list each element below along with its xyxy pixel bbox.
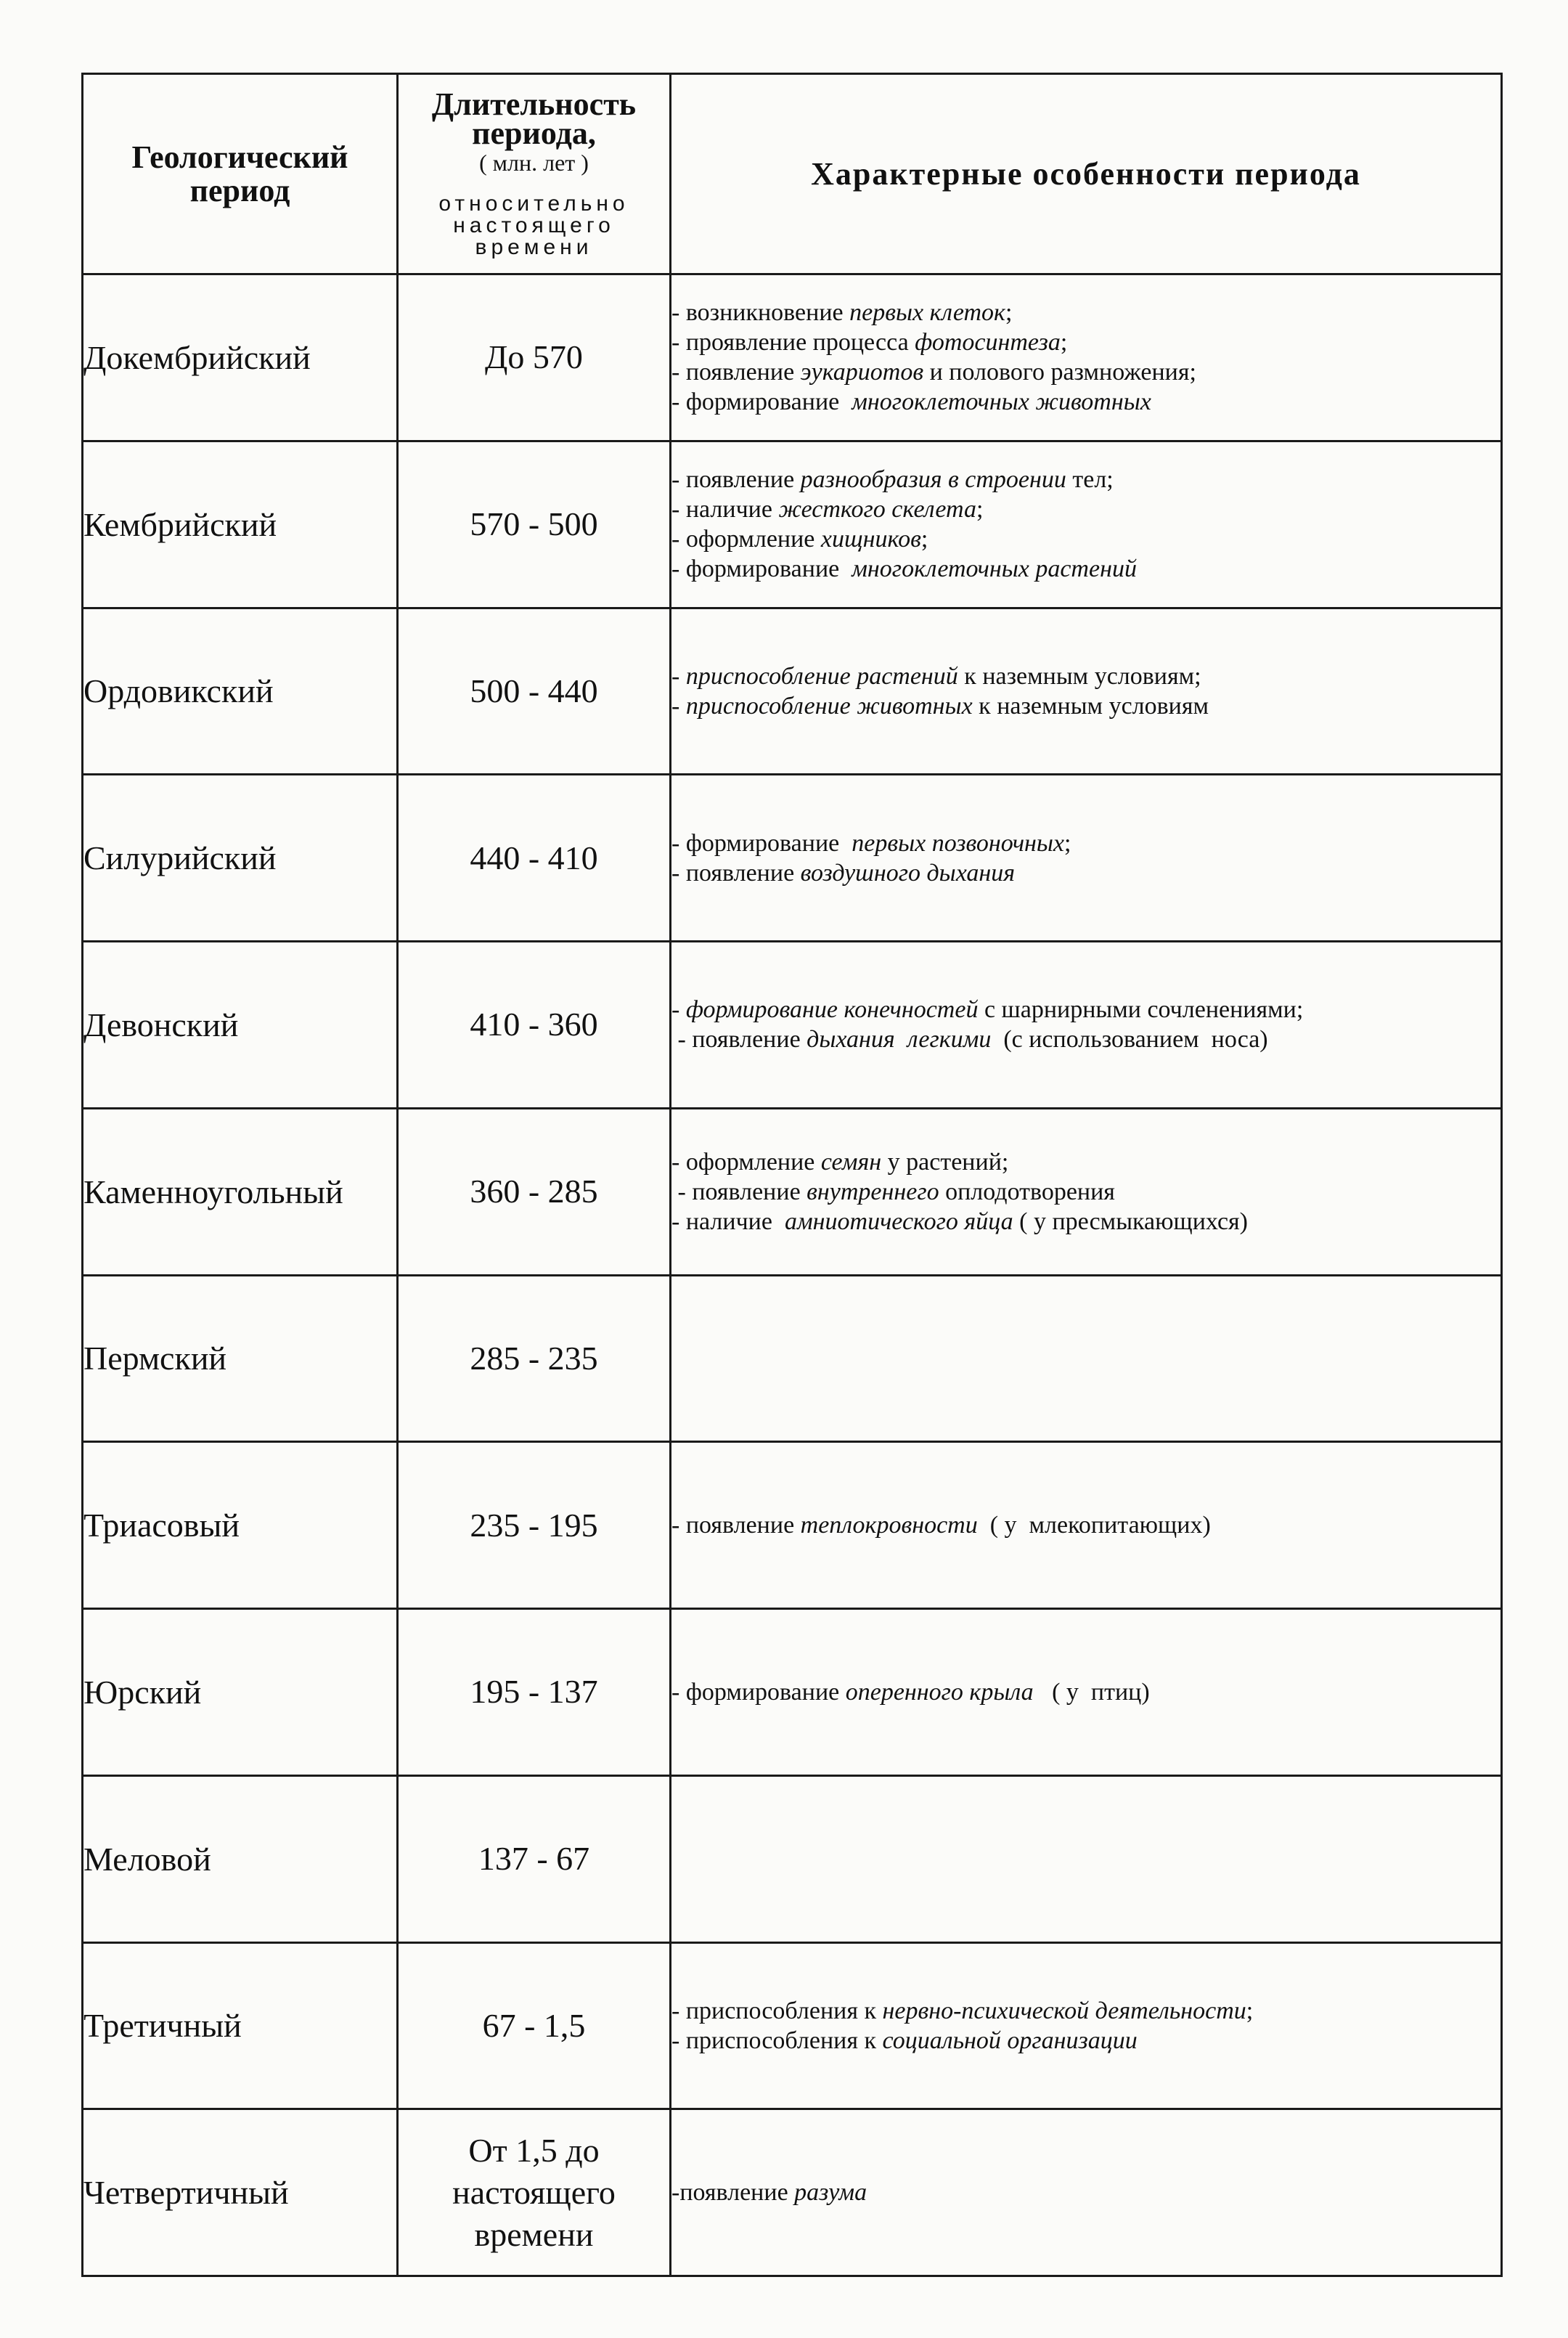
feature-term: разума [794, 2179, 867, 2207]
feature-line [671, 1996, 1500, 2026]
feature-term: фотосинтеза [915, 329, 1061, 357]
period-features [671, 775, 1502, 942]
feature-line [671, 554, 1500, 584]
feature-term: многоклеточных животных [852, 388, 1151, 416]
feature-line [671, 1147, 1500, 1177]
feature-text: ; [920, 526, 928, 553]
period-name: Меловой [83, 1775, 398, 1942]
feature-line [671, 387, 1500, 417]
period-duration: 285 - 235 [398, 1275, 671, 1442]
period-duration: 440 - 410 [398, 775, 671, 942]
period-features [671, 1942, 1502, 2109]
period-features [671, 942, 1502, 1109]
feature-term: амниотического яйца [784, 1207, 1013, 1235]
period-duration: 500 - 440 [398, 608, 671, 775]
feature-line [671, 691, 1500, 721]
period-features [671, 1275, 1502, 1442]
feature-line [671, 1677, 1500, 1707]
period-features [671, 1775, 1502, 1942]
feature-term: разнообразия в строении [800, 466, 1066, 494]
table-row [83, 1108, 1502, 1275]
feature-text: ( у птиц) [1033, 1678, 1150, 1706]
feature-text: ( у млекопитающих) [977, 1512, 1211, 1539]
feature-text: ; [1064, 829, 1071, 857]
feature-text: - наличие [671, 1207, 785, 1235]
feature-term: внутреннего [807, 1178, 939, 1205]
table-row [83, 1942, 1502, 2109]
feature-line [671, 465, 1500, 494]
period-name: Девонский [83, 942, 398, 1109]
feature-line [671, 828, 1500, 858]
feature-text: и полового размножения; [923, 359, 1196, 386]
period-duration: До 570 [398, 274, 671, 441]
table-row [83, 441, 1502, 608]
feature-text: - оформление [671, 526, 821, 553]
feature-term: воздушного дыхания [800, 859, 1016, 887]
feature-text: оплодотворения [939, 1178, 1115, 1205]
feature-line [671, 995, 1500, 1025]
feature-text: ; [1246, 1997, 1254, 2024]
feature-term: жесткого скелета [778, 496, 976, 524]
feature-line [671, 524, 1500, 554]
period-duration: 195 - 137 [398, 1609, 671, 1776]
feature-term: оперенного крыла [845, 1678, 1034, 1706]
feature-term: нервно-психической деятельности [882, 1997, 1246, 2024]
period-features [671, 2109, 1502, 2276]
feature-text: к наземным условиям; [957, 662, 1201, 690]
period-duration: 67 - 1,5 [398, 1942, 671, 2109]
feature-text: ; [1060, 329, 1068, 357]
feature-term: приспособление животных [685, 692, 973, 720]
table-row [83, 1775, 1502, 1942]
feature-text: у растений; [881, 1148, 1009, 1176]
feature-term: многоклеточных растений [852, 555, 1137, 583]
feature-term: первых позвоночных [852, 829, 1065, 857]
period-features [671, 441, 1502, 608]
feature-text: - появление [671, 359, 801, 386]
table-row [83, 608, 1502, 775]
feature-line [671, 357, 1500, 387]
period-name: Пермский [83, 1275, 398, 1442]
period-duration-line: времени [474, 2215, 594, 2253]
header-duration-units: ( млн. лет ) [479, 149, 589, 176]
feature-text: - появление [671, 1178, 807, 1205]
table-row [83, 942, 1502, 1109]
period-features [671, 1609, 1502, 1776]
feature-text: ( у пресмыкающихся) [1013, 1207, 1248, 1235]
table-header-row [83, 74, 1502, 274]
feature-text: - появление [671, 466, 801, 494]
feature-term: приспособление растений [685, 662, 958, 690]
period-name: Триасовый [83, 1442, 398, 1609]
feature-text: -появление [671, 2179, 795, 2207]
feature-text: ; [1005, 299, 1013, 327]
feature-text: - приспособления к [671, 1997, 883, 2024]
feature-text: (с использованием носа) [991, 1026, 1268, 1054]
period-duration: 360 - 285 [398, 1108, 671, 1275]
feature-term: формирование конечностей [685, 996, 979, 1024]
feature-text: с шарнирными сочленениями; [978, 996, 1304, 1024]
header-features: Характерные особенности периода [671, 74, 1502, 274]
feature-text: - возникновение [671, 299, 850, 327]
feature-line [671, 2026, 1500, 2056]
period-name: Четвертичный [83, 2109, 398, 2276]
feature-text: - [671, 662, 686, 690]
period-name: Третичный [83, 1942, 398, 2109]
table-row [83, 274, 1502, 441]
period-name: Докембрийский [83, 274, 398, 441]
feature-text: - появление [671, 1026, 807, 1054]
period-name: Юрский [83, 1609, 398, 1776]
period-features [671, 274, 1502, 441]
period-features [671, 608, 1502, 775]
table-row [83, 1609, 1502, 1776]
period-name: Кембрийский [83, 441, 398, 608]
period-duration: 235 - 195 [398, 1442, 671, 1609]
feature-text: - оформление [671, 1148, 821, 1176]
period-duration-line: настоящего [452, 2173, 616, 2211]
table-row [83, 775, 1502, 942]
header-period: Геологический период [83, 74, 398, 274]
feature-line [671, 858, 1500, 888]
header-duration-relative: относительно настоящего времени [438, 191, 629, 259]
feature-text: тел; [1066, 466, 1114, 494]
feature-line [671, 661, 1500, 691]
feature-line [671, 494, 1500, 524]
feature-line [671, 1025, 1500, 1054]
feature-line [671, 327, 1500, 357]
table-row [83, 1275, 1502, 1442]
feature-text: - формирование [671, 1678, 846, 1706]
feature-line [671, 2178, 1500, 2207]
period-duration: 410 - 360 [398, 942, 671, 1109]
period-name: Силурийский [83, 775, 398, 942]
period-duration-line: От 1,5 до [468, 2131, 600, 2169]
feature-text: - [671, 692, 686, 720]
feature-line [671, 298, 1500, 327]
period-features [671, 1108, 1502, 1275]
feature-term: теплокровности [800, 1512, 978, 1539]
feature-line [671, 1510, 1500, 1540]
feature-text: ; [976, 496, 984, 524]
feature-text: к наземным условиям [972, 692, 1209, 720]
feature-text: - наличие [671, 496, 779, 524]
feature-text: - появление [671, 1512, 801, 1539]
feature-term: эукариотов [800, 359, 924, 386]
period-duration: 570 - 500 [398, 441, 671, 608]
header-duration-title: Длительность периода, [431, 86, 637, 151]
period-duration [398, 2109, 671, 2276]
feature-term: дыхания легкими [807, 1026, 992, 1054]
feature-term: семян [820, 1148, 882, 1176]
feature-text: - формирование [671, 388, 852, 416]
header-duration [398, 74, 671, 274]
feature-text: - формирование [671, 829, 852, 857]
feature-text: - приспособления к [671, 2027, 883, 2054]
geological-periods-table-container [81, 73, 1503, 2277]
period-features [671, 1442, 1502, 1609]
table-row [83, 1442, 1502, 1609]
feature-text: - [671, 996, 686, 1024]
feature-term: социальной организации [882, 2027, 1138, 2054]
feature-text: - формирование [671, 555, 852, 583]
feature-text: - появление [671, 859, 801, 887]
table-row [83, 2109, 1502, 2276]
feature-term: первых клеток [849, 299, 1005, 327]
feature-text: - проявление процесса [671, 329, 915, 357]
period-duration: 137 - 67 [398, 1775, 671, 1942]
feature-line [671, 1207, 1500, 1237]
geological-periods-table [81, 73, 1503, 2277]
period-name: Ордовикский [83, 608, 398, 775]
period-name: Каменноугольный [83, 1108, 398, 1275]
feature-term: хищников [820, 526, 921, 553]
feature-line [671, 1177, 1500, 1207]
